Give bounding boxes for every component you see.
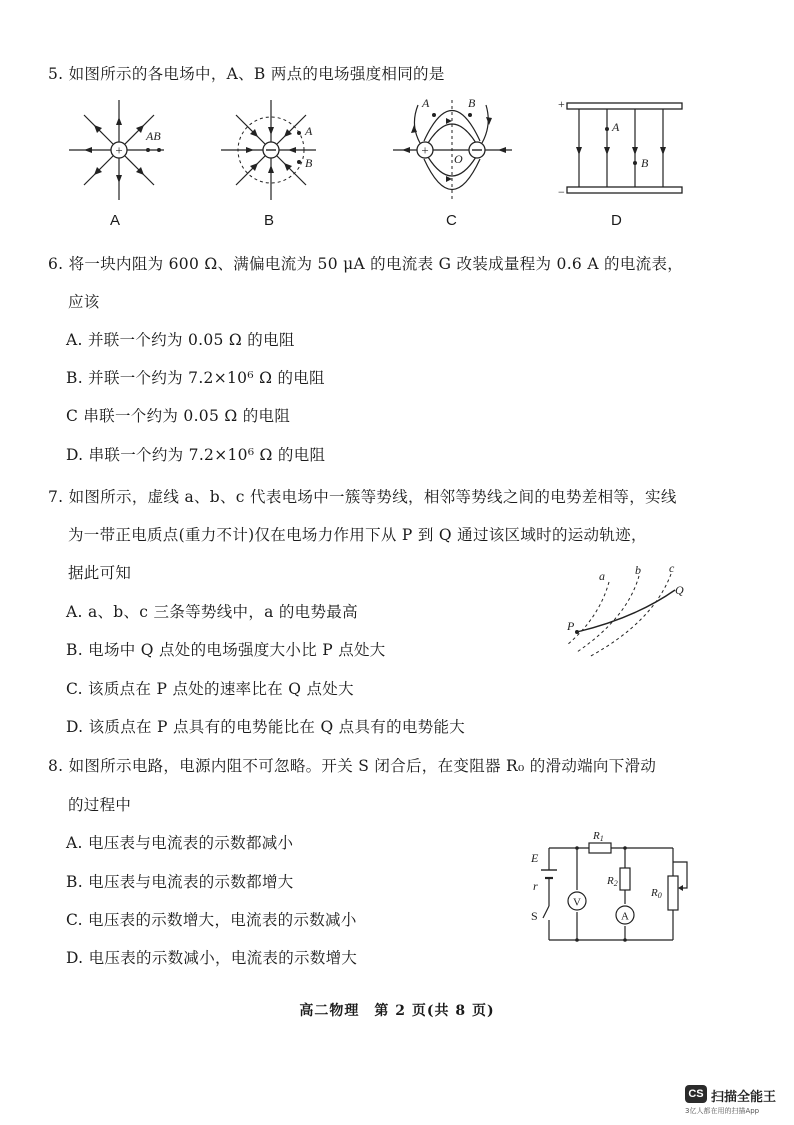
q6-option-b: B. 并联一个约为 7.2×10⁶ Ω 的电阻 [66,369,325,387]
q7-option-b: B. 电场中 Q 点处的电场强度大小比 P 点处大 [66,641,386,659]
svg-text:R2: R2 [607,875,618,888]
q5-figure-b [216,95,326,205]
svg-text:A: A [422,96,430,110]
q5-label-b: B [264,212,275,229]
svg-text:a: a [599,569,605,583]
q8-option-d: D. 电压表的示数减小，电流表的示数增大 [66,949,358,967]
page-footer: 高二物理 第 2 页(共 8 页) [299,1003,495,1019]
svg-text:b: b [635,563,641,577]
svg-text:B: B [305,156,313,170]
q5-label-a: A [110,212,121,229]
q6-option-d: D. 串联一个约为 7.2×10⁶ Ω 的电阻 [66,446,326,464]
q7-stem-line1: 7. 如图所示，虚线 a、b、c 代表电场中一簇等势线，相邻等势线之间的电势差相等，实线 [48,488,677,506]
svg-text:A: A [621,910,629,923]
q8-circuit-figure [525,828,695,948]
q5-figure-d [555,95,690,205]
q7-stem-line3: 据此可知 [68,564,132,582]
svg-text:Q: Q [675,583,684,597]
q8-stem-line1: 8. 如图所示电路，电源内阻不可忽略。开关 S 闭合后，在变阻器 R₀ 的滑动端向下滑动 [48,757,657,775]
q6-stem-line1: 6. 将一块内阻为 600 Ω、满偏电流为 50 μA 的电流表 G 改装成量程为 0.6 A 的电流表， [48,255,684,273]
svg-text:E: E [531,851,539,865]
svg-text:B: B [468,96,476,110]
q6-option-a: A. 并联一个约为 0.05 Ω 的电阻 [66,331,295,349]
svg-text:+: + [558,97,565,111]
svg-text:c: c [669,561,675,575]
svg-text:−: − [558,185,565,199]
svg-text:P: P [567,619,575,633]
svg-text:A: A [305,124,313,138]
svg-text:R1: R1 [593,830,604,843]
svg-text:r: r [533,879,538,893]
svg-text:V: V [573,896,581,909]
watermark-name: 扫描全能王 [711,1090,777,1105]
q5-label-d: D [611,212,622,229]
q5-stem: 5. 如图所示的各电场中，A、B 两点的电场强度相同的是 [48,65,445,83]
q8-option-c: C. 电压表的示数增大，电流表的示数减小 [66,911,357,929]
q5-label-c: C [446,212,457,229]
camscanner-logo-icon: CS [685,1085,707,1103]
svg-text:+: + [421,142,429,158]
svg-text:S: S [531,909,538,923]
q8-option-b: B. 电压表与电流表的示数都增大 [66,873,294,891]
q8-option-a: A. 电压表与电流表的示数都减小 [66,834,294,852]
svg-text:A: A [612,120,620,134]
q7-option-a: A. a、b、c 三条等势线中，a 的电势最高 [66,603,358,621]
q7-option-c: C. 该质点在 P 点处的速率比在 Q 点处大 [66,680,354,698]
svg-text:R0: R0 [651,887,662,900]
q7-option-d: D. 该质点在 P 点具有的电势能比在 Q 点具有的电势能大 [66,718,466,736]
q5-figure-c [390,95,515,205]
svg-text:O: O [454,152,463,166]
svg-text:B: B [641,156,649,170]
watermark-tagline: 3亿人都在用的扫描App [685,1107,760,1115]
svg-text:+: + [115,142,123,158]
q5-figure-a [64,95,174,205]
q8-stem-line2: 的过程中 [68,796,132,814]
svg-text:AB: AB [146,129,161,143]
scanner-watermark [685,1085,794,1121]
q7-figure [555,560,705,660]
q6-stem-line2: 应该 [68,293,100,311]
q7-stem-line2: 为一带正电质点(重力不计)仅在电场力作用下从 P 到 Q 通过该区域时的运动轨迹， [68,526,647,544]
q6-option-c: C 串联一个约为 0.05 Ω 的电阻 [66,407,291,425]
